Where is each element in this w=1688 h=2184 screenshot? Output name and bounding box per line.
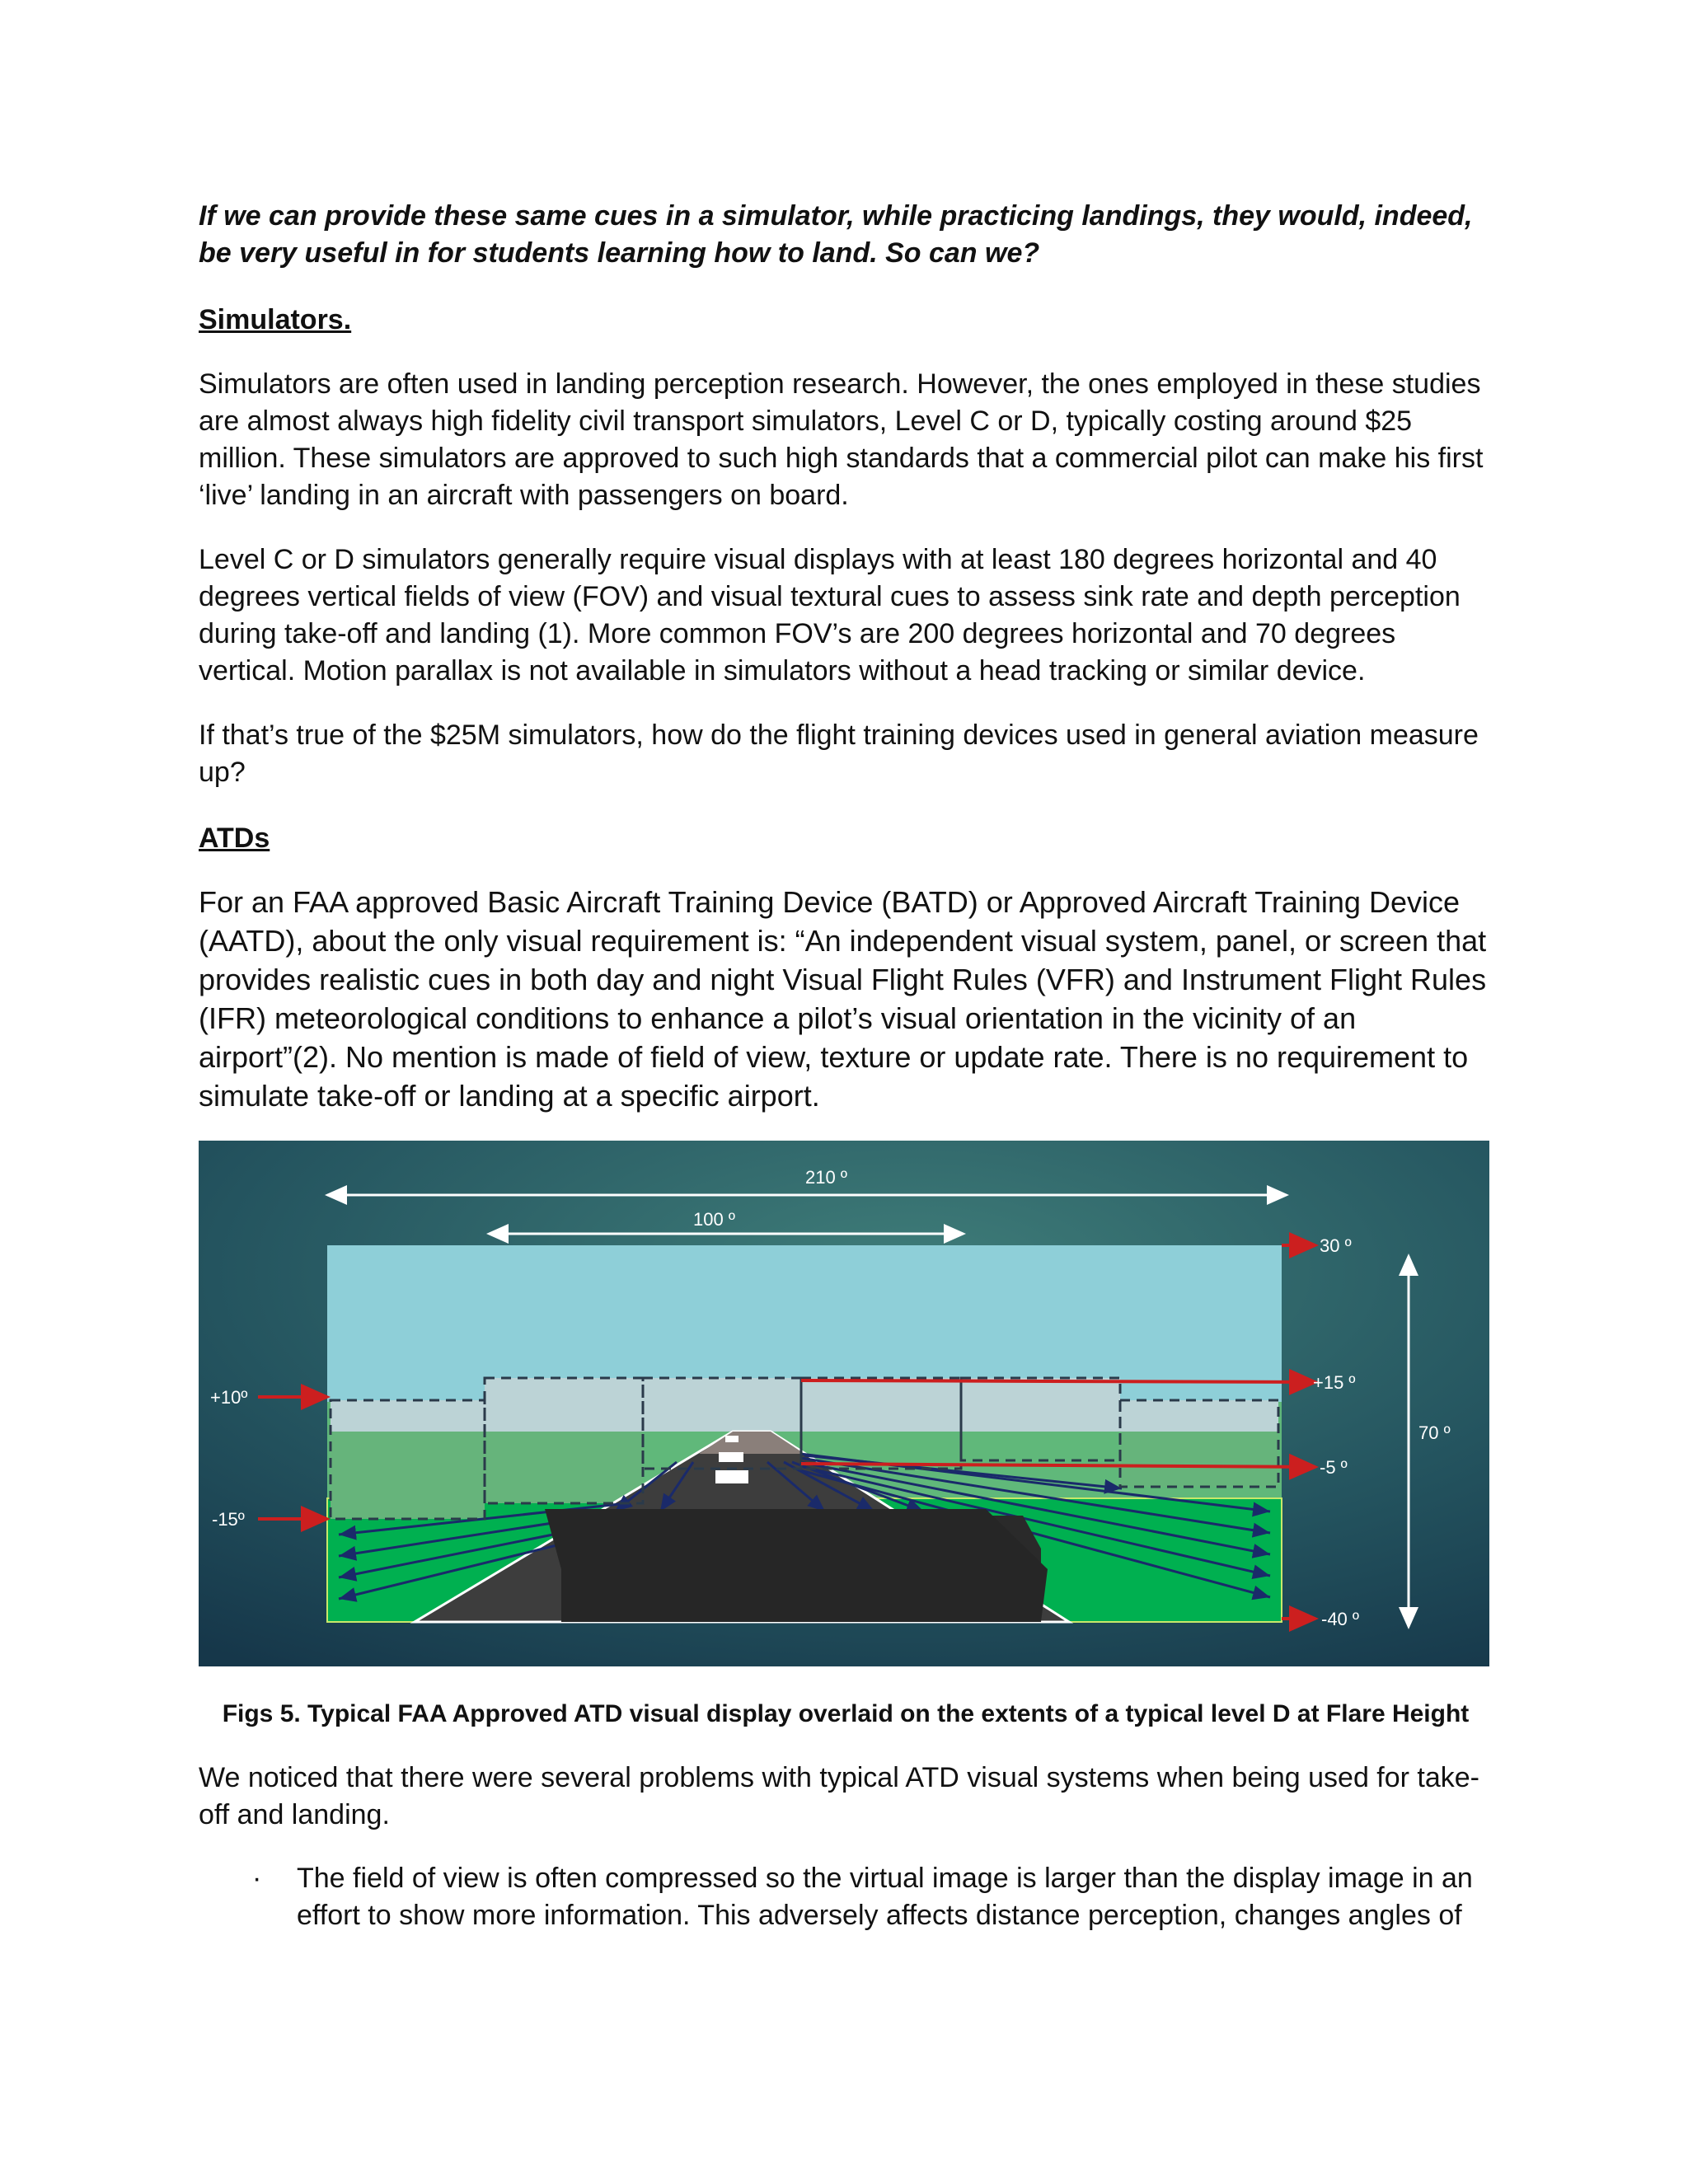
paragraph-25m-question: If that’s true of the $25M simulators, how do the flight training devices used in general aviation measure up? [199, 719, 1479, 788]
paragraph-atd-problems: We noticed that there were several problems with typical ATD visual systems when being used for take-off and landing. [199, 1762, 1480, 1830]
label-plus15: +15 º [1313, 1372, 1356, 1393]
paragraph-faa-atd-requirement: For an FAA approved Basic Aircraft Training Device (BATD) or Approved Aircraft Training Device (AATD), about the only visual requirement is: “An independent visual system, panel, or screen that provides realistic cues in both day and night Visual Flight Rules (VFR) and Instrument Flight Rules (IFR) meteorological conditions to enhance a pilot’s visual orientation in the vicinity of an airport”(2). No mention is made of field of view, texture or update rate. There is no requirement to simulate take-off or landing at a specific airport. [199, 885, 1487, 1113]
list-item [252, 1860, 1497, 1934]
glareshield-top [545, 1509, 1048, 1622]
fov-diagram-figure [199, 1141, 1489, 1666]
heading-atds: ATDs [199, 823, 270, 854]
label-minus5: -5 º [1320, 1457, 1348, 1478]
heading-simulators: Simulators. [199, 304, 352, 335]
paragraph-level-cd-requirements: Level C or D simulators generally require visual displays with at least 180 degrees horizontal and 40 degrees vertical fields of view (FOV) and visual textural cues to assess sink rate and depth perception during take-off and landing (1). More common FOV’s are 200 degrees horizontal and 70 degrees vertical. Motion parallax is not available in simulators without a head tracking or similar device. [199, 544, 1461, 687]
bullet-marker: · [252, 1863, 262, 1894]
fov-diagram [199, 1141, 1489, 1666]
figure-caption: Figs 5. Typical FAA Approved ATD visual display overlaid on the extents of a typical level D at Flare Height [222, 1700, 1470, 1727]
paragraph-simulators-research: Simulators are often used in landing perception research. However, the ones employed in these studies are almost always high fidelity civil transport simulators, Level C or D, typically costing around $25 million. These simulators are approved to such high standards that a commercial pilot can make his first ‘live’ landing in an aircraft with passengers on board. [199, 368, 1484, 511]
label-70: 70 º [1418, 1422, 1451, 1443]
intro-question: If we can provide these same cues in a simulator, while practicing landings, they would, indeed, be very useful in for students learning how to land. So can we? [199, 200, 1473, 269]
bullet-text: The field of view is often compressed so the virtual image is larger than the display image in an effort to show more information. This adversely affects distance perception, changes angles of [297, 1863, 1473, 1931]
label-30: 30 º [1320, 1235, 1352, 1256]
label-100: 100 º [693, 1209, 735, 1230]
label-minus15: -15º [212, 1509, 245, 1530]
label-plus10: +10º [210, 1387, 248, 1408]
label-minus40: -40 º [1321, 1609, 1359, 1629]
label-210: 210 º [805, 1167, 847, 1188]
